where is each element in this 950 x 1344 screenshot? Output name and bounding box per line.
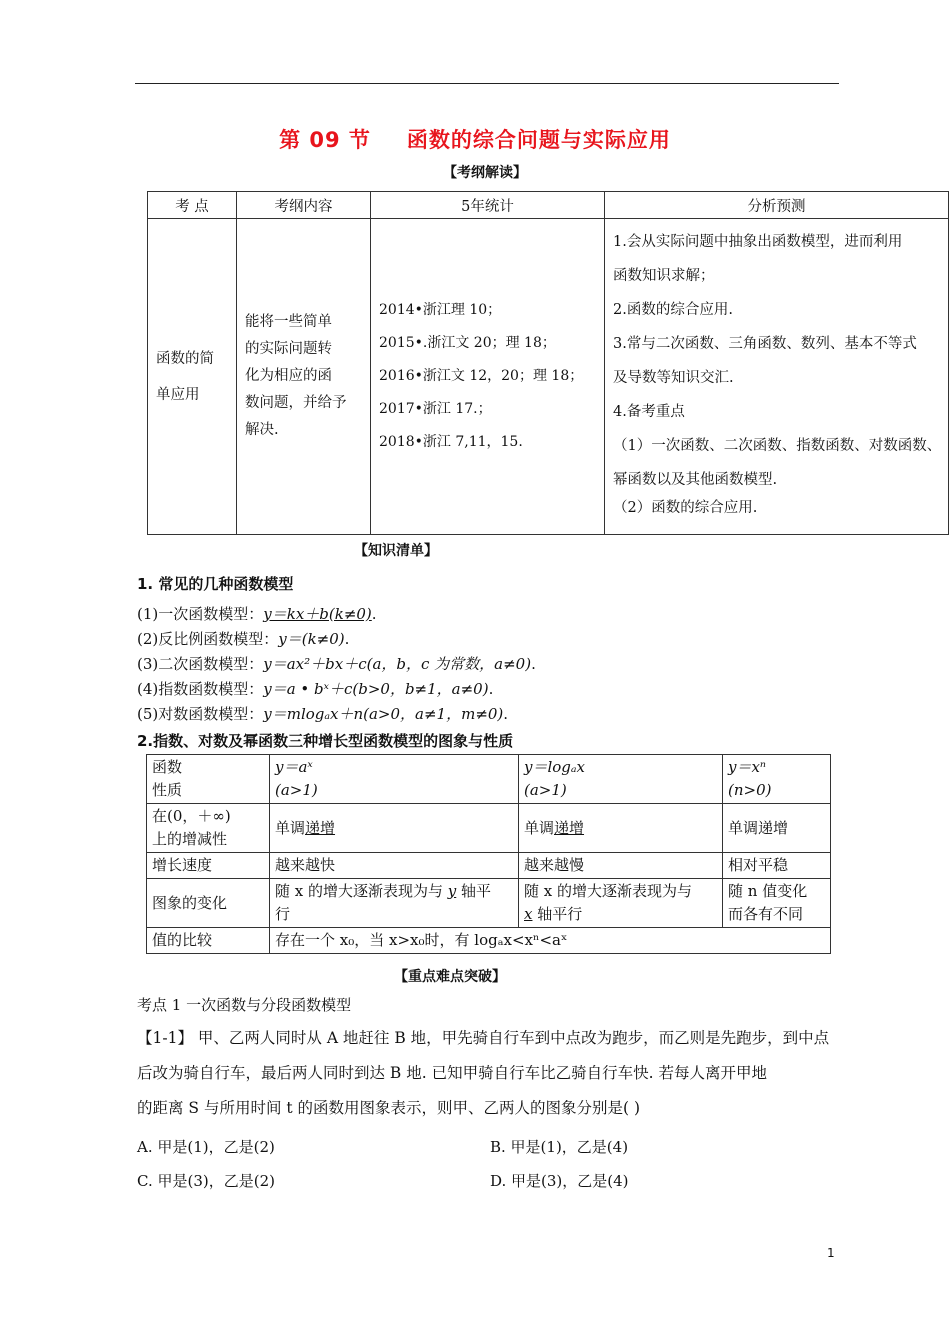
col-formula: y＝logₐx bbox=[524, 758, 585, 776]
exam-outline-heading: 【考纲解读】 bbox=[443, 165, 527, 181]
model-label: (1)一次函数模型： bbox=[137, 605, 264, 623]
cell-text: 单调 bbox=[524, 818, 555, 837]
cell-text: 轴平行 bbox=[532, 905, 583, 923]
analysis-line: 幂函数以及其他函数模型. bbox=[613, 472, 778, 488]
col-cond: (a>1) bbox=[275, 781, 318, 799]
content-line: 的实际问题转 bbox=[245, 341, 332, 357]
corner-line: 函数 bbox=[152, 758, 183, 776]
row-label: 图象的变化 bbox=[147, 879, 270, 928]
row-label bbox=[147, 804, 270, 853]
model-formula: y＝(k≠0) bbox=[278, 630, 345, 648]
col-log bbox=[519, 755, 723, 804]
cell-text: 随 x 的增大逐渐表现为与 bbox=[275, 882, 448, 900]
model-list bbox=[137, 602, 536, 727]
stats-cell bbox=[371, 219, 605, 535]
model-label: (4)指数函数模型： bbox=[137, 680, 264, 698]
exam-outline-table bbox=[147, 191, 949, 535]
header-rule bbox=[135, 83, 839, 84]
growth-table bbox=[146, 754, 831, 954]
stats-line: 2015•.浙江文 20；理 18； bbox=[379, 335, 556, 351]
col-power bbox=[723, 755, 831, 804]
model-label: (5)对数函数模型： bbox=[137, 705, 264, 723]
content-line: 数问题，并给予 bbox=[245, 395, 347, 411]
analysis-line: 函数知识求解； bbox=[613, 268, 715, 284]
option-c[interactable]: C. 甲是(3)，乙是(2) bbox=[137, 1172, 275, 1190]
content-line: 解决. bbox=[245, 422, 279, 438]
cell-text: 而各有不同 bbox=[728, 905, 804, 923]
model-end: . bbox=[488, 680, 494, 698]
knowledge-h1: 1. 常见的几种函数模型 bbox=[137, 575, 294, 593]
model-end: . bbox=[503, 705, 509, 723]
cell-text: 单调 bbox=[275, 818, 306, 837]
section-number: 第 09 节 bbox=[279, 128, 371, 152]
model-1 bbox=[137, 602, 536, 627]
row-label-line: 上的增减性 bbox=[152, 830, 228, 848]
model-2 bbox=[137, 627, 536, 652]
analysis-cell bbox=[605, 219, 949, 535]
model-end: . bbox=[344, 630, 350, 648]
cell bbox=[519, 804, 723, 853]
row-label: 值的比较 bbox=[147, 928, 270, 954]
header-stats: 5年统计 bbox=[371, 192, 605, 219]
analysis-line: 3.常与二次函数、三角函数、数列、基本不等式 bbox=[613, 336, 917, 352]
option-b[interactable]: B. 甲是(1)，乙是(4) bbox=[490, 1138, 629, 1156]
cell bbox=[270, 879, 519, 928]
model-label: (2)反比例函数模型： bbox=[137, 630, 279, 648]
model-formula: y＝kx＋b(k≠0) bbox=[263, 605, 372, 623]
section-topic: 函数的综合问题与实际应用 bbox=[406, 128, 671, 152]
topic-line: 函数的简 bbox=[156, 350, 214, 367]
model-4 bbox=[137, 677, 536, 702]
stats-line: 2018•浙江 7,11，15. bbox=[379, 434, 523, 450]
topic-line: 单应用 bbox=[156, 386, 200, 403]
model-formula: y＝ax²＋bx＋c(a，b，c 为常数，a≠0) bbox=[263, 655, 532, 673]
stats-line: 2014•浙江理 10； bbox=[379, 302, 502, 318]
knowledge-heading: 【知识清单】 bbox=[354, 543, 438, 559]
cell bbox=[270, 804, 519, 853]
stats-line: 2016•浙江文 12，20；理 18； bbox=[379, 368, 584, 384]
analysis-line: 及导数等知识交汇. bbox=[613, 370, 734, 386]
cell: 越来越快 bbox=[270, 853, 519, 879]
cell: 相对平稳 bbox=[723, 853, 831, 879]
question-line: 【1-1】 甲、乙两人同时从 A 地赶往 B 地，甲先骑自行车到中点改为跑步，而乙则是先跑步，到中点 bbox=[137, 1029, 830, 1047]
cell bbox=[723, 879, 831, 928]
col-cond: (a>1) bbox=[524, 781, 567, 799]
corner-cell bbox=[147, 755, 270, 804]
model-formula: y＝mlogₐx＋n(a>0，a≠1，m≠0) bbox=[263, 705, 504, 723]
col-formula: y＝aˣ bbox=[275, 758, 313, 776]
option-d[interactable]: D. 甲是(3)，乙是(4) bbox=[490, 1172, 629, 1190]
cell-text: 递增 bbox=[305, 818, 336, 837]
analysis-line: 1.会从实际问题中抽象出函数模型，进而利用 bbox=[613, 234, 903, 250]
corner-line: 性质 bbox=[152, 781, 183, 799]
cell-text: y bbox=[447, 882, 457, 900]
model-5 bbox=[137, 702, 536, 727]
cell-text: 随 n 值变化 bbox=[728, 882, 808, 900]
col-formula: y＝xⁿ bbox=[728, 758, 767, 776]
analysis-line: 4.备考重点 bbox=[613, 404, 685, 420]
topic-cell bbox=[148, 219, 237, 535]
cell bbox=[519, 879, 723, 928]
cell-text: 单调递增 bbox=[728, 818, 789, 837]
model-end: . bbox=[531, 655, 536, 673]
page-title bbox=[0, 124, 950, 154]
row-label: 增长速度 bbox=[147, 853, 270, 879]
analysis-line: （1）一次函数、二次函数、指数函数、对数函数、 bbox=[613, 438, 942, 454]
cell-text: 轴平 bbox=[456, 882, 492, 900]
stats-line: 2017•浙江 17.； bbox=[379, 401, 492, 417]
header-topic: 考 点 bbox=[148, 192, 237, 219]
point-title: 考点 1 一次函数与分段函数模型 bbox=[137, 996, 352, 1014]
option-a[interactable]: A. 甲是(1)，乙是(2) bbox=[137, 1138, 275, 1156]
question-block bbox=[137, 1021, 829, 1126]
content-line: 化为相应的函 bbox=[245, 368, 332, 384]
row-label-line: 在(0，＋∞) bbox=[152, 807, 231, 825]
cell-text: 随 x 的增大逐渐表现为与 bbox=[524, 882, 692, 900]
model-formula: y＝a • bˣ＋c(b>0，b≠1，a≠0) bbox=[263, 680, 489, 698]
knowledge-h2: 2.指数、对数及幂函数三种增长型函数模型的图象与性质 bbox=[137, 732, 514, 750]
cell: 越来越慢 bbox=[519, 853, 723, 879]
model-label: (3)二次函数模型： bbox=[137, 655, 264, 673]
breakthrough-heading: 【重点难点突破】 bbox=[394, 969, 506, 985]
analysis-line: 2.函数的综合应用. bbox=[613, 302, 733, 318]
col-cond: (n>0) bbox=[728, 781, 772, 799]
content-cell bbox=[237, 219, 371, 535]
analysis-line: （2）函数的综合应用. bbox=[613, 500, 758, 516]
header-content: 考纲内容 bbox=[237, 192, 371, 219]
model-3 bbox=[137, 652, 536, 677]
cell bbox=[723, 804, 831, 853]
page-number: 1 bbox=[827, 1246, 835, 1260]
model-end: . bbox=[371, 605, 377, 623]
content-line: 能将一些简单 bbox=[245, 314, 332, 330]
cell-text: x bbox=[524, 905, 533, 923]
cell-text: 递增 bbox=[554, 818, 585, 837]
cell-text: 行 bbox=[275, 905, 291, 923]
col-exp bbox=[270, 755, 519, 804]
question-line: 的距离 S 与所用时间 t 的函数用图象表示，则甲、乙两人的图象分别是( ) bbox=[137, 1099, 641, 1117]
question-line: 后改为骑自行车，最后两人同时到达 B 地. 已知甲骑自行车比乙骑自行车快. 若每人离开甲地 bbox=[137, 1064, 767, 1082]
header-analysis: 分析预测 bbox=[605, 192, 949, 219]
compare-cell: 存在一个 x₀，当 x>x₀时，有 logₐx<xⁿ<aˣ bbox=[270, 928, 831, 954]
